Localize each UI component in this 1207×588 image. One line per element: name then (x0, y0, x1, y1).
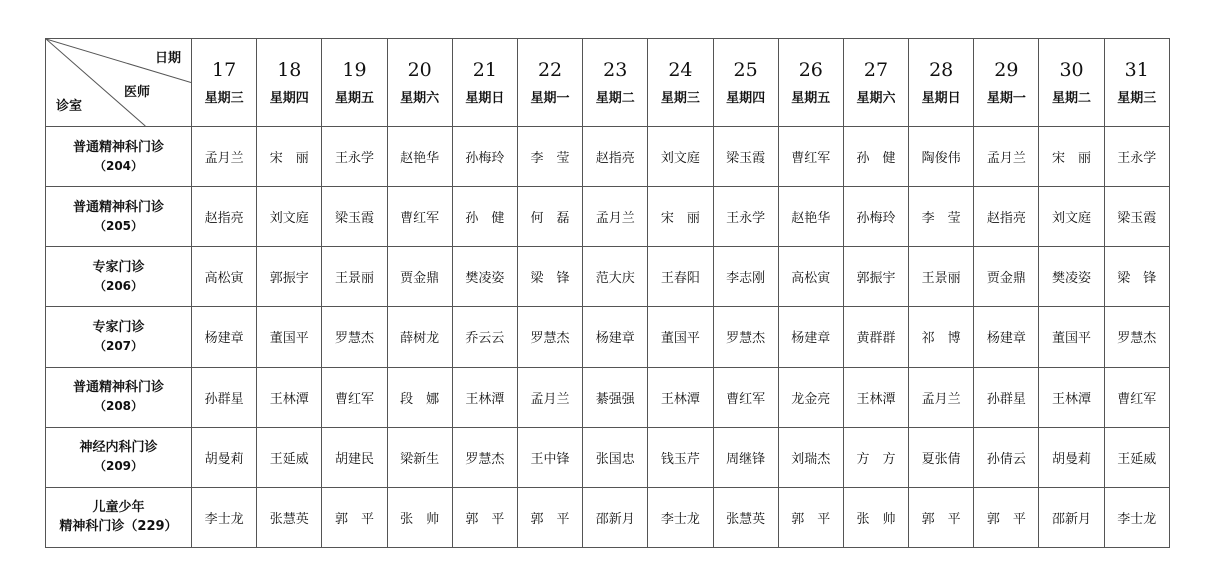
doctor-cell: 梁 锋 (517, 247, 582, 307)
weekday-label: 星期一 (986, 90, 1026, 106)
room-name: 儿童少年 (92, 500, 145, 516)
room-row (46, 127, 1170, 187)
weekday-label: 星期一 (530, 90, 570, 106)
doctor-cell: 罗慧杰 (1104, 307, 1169, 367)
doctor-cell: 刘文庭 (648, 127, 713, 187)
doctor-cell: 何 磊 (517, 187, 582, 247)
roster-body (46, 127, 1170, 548)
doctor-cell: 王林潭 (452, 367, 517, 427)
doctor-cell: 郭 平 (909, 487, 974, 547)
doctor-cell: 罗慧杰 (452, 427, 517, 487)
doctor-cell: 郭 平 (778, 487, 843, 547)
doctor-cell: 梁 锋 (1104, 247, 1169, 307)
room-number: （206） (93, 278, 144, 293)
doctor-cell: 高松寅 (778, 247, 843, 307)
doctor-cell: 孟月兰 (517, 367, 582, 427)
day-header-cell (517, 39, 582, 127)
doctor-cell: 宋 丽 (1039, 127, 1104, 187)
day-number: 28 (929, 58, 954, 81)
doctor-cell: 孟月兰 (192, 127, 257, 187)
weekday-label: 星期二 (595, 90, 635, 106)
room-header-cell (46, 127, 192, 187)
day-number: 29 (994, 58, 1019, 81)
doctor-cell: 杨建章 (974, 307, 1039, 367)
doctor-cell: 曹红军 (387, 187, 452, 247)
doctor-cell: 王延威 (1104, 427, 1169, 487)
doctor-cell: 胡曼莉 (192, 427, 257, 487)
weekday-label: 星期四 (726, 90, 766, 106)
room-number: 精神科门诊（229） (59, 519, 178, 535)
room-number: （207） (93, 338, 144, 353)
doctor-cell: 贾金鼎 (387, 247, 452, 307)
doctor-cell: 杨建章 (192, 307, 257, 367)
doctor-axis-label: 医师 (124, 85, 151, 100)
doctor-cell: 黄群群 (843, 307, 908, 367)
doctor-cell: 张慧英 (257, 487, 322, 547)
doctor-cell: 樊凌姿 (452, 247, 517, 307)
doctor-cell: 王中锋 (517, 427, 582, 487)
weekday-label: 星期五 (791, 90, 831, 106)
doctor-cell: 方 方 (843, 427, 908, 487)
day-number: 17 (212, 58, 237, 81)
doctor-cell: 李士龙 (192, 487, 257, 547)
doctor-cell: 王延威 (257, 427, 322, 487)
doctor-cell: 宋 丽 (257, 127, 322, 187)
room-row (46, 247, 1170, 307)
doctor-cell: 郭 平 (452, 487, 517, 547)
day-number: 23 (603, 58, 628, 81)
doctor-cell: 杨建章 (778, 307, 843, 367)
day-header-cell (778, 39, 843, 127)
day-header-cell (648, 39, 713, 127)
doctor-cell: 张国忠 (583, 427, 648, 487)
day-number: 19 (342, 58, 367, 81)
room-header-cell (46, 427, 192, 487)
doctor-cell: 郭振宇 (257, 247, 322, 307)
doctor-cell: 孟月兰 (974, 127, 1039, 187)
day-number: 30 (1059, 58, 1084, 81)
doctor-cell: 孙 健 (843, 127, 908, 187)
doctor-cell: 梁玉霞 (713, 127, 778, 187)
doctor-cell: 孙群星 (974, 367, 1039, 427)
doctor-cell: 贾金鼎 (974, 247, 1039, 307)
weekday-label: 星期日 (465, 90, 505, 106)
day-number: 22 (537, 58, 563, 81)
doctor-cell: 王春阳 (648, 247, 713, 307)
room-row (46, 487, 1170, 547)
doctor-cell: 赵艳华 (387, 127, 452, 187)
doctor-cell: 王景丽 (909, 247, 974, 307)
doctor-cell: 孟月兰 (909, 367, 974, 427)
doctor-cell: 孙倩云 (974, 427, 1039, 487)
doctor-cell: 陶俊伟 (909, 127, 974, 187)
doctor-cell: 张 帅 (843, 487, 908, 547)
doctor-cell: 薛树龙 (387, 307, 452, 367)
room-name: 神经内科门诊 (79, 440, 158, 456)
weekday-label: 星期四 (269, 90, 309, 106)
doctor-cell: 王林潭 (843, 367, 908, 427)
doctor-cell: 李士龙 (1104, 487, 1169, 547)
doctor-cell: 周继锋 (713, 427, 778, 487)
room-row (46, 427, 1170, 487)
doctor-cell: 曹红军 (322, 367, 387, 427)
day-header-cell (322, 39, 387, 127)
doctor-cell: 罗慧杰 (713, 307, 778, 367)
weekday-label: 星期二 (1052, 90, 1092, 106)
doctor-cell: 孙梅玲 (452, 127, 517, 187)
day-header-cell (1039, 39, 1104, 127)
doctor-cell: 李 莹 (517, 127, 582, 187)
doctor-cell: 樊凌姿 (1039, 247, 1104, 307)
day-number: 21 (472, 58, 497, 81)
doctor-cell: 王景丽 (322, 247, 387, 307)
doctor-cell: 刘文庭 (1039, 187, 1104, 247)
weekday-label: 星期三 (660, 90, 700, 106)
room-header-cell (46, 367, 192, 427)
doctor-cell: 梁玉霞 (1104, 187, 1169, 247)
room-row (46, 307, 1170, 367)
room-row (46, 187, 1170, 247)
weekday-label: 星期三 (204, 90, 244, 106)
duty-roster-table (45, 38, 1170, 548)
doctor-cell: 赵指亮 (974, 187, 1039, 247)
header-row (46, 39, 1170, 127)
room-number: （205） (93, 218, 144, 233)
doctor-cell: 宋 丽 (648, 187, 713, 247)
day-header-cell (974, 39, 1039, 127)
doctor-cell: 范大庆 (583, 247, 648, 307)
room-row (46, 367, 1170, 427)
doctor-cell: 赵指亮 (192, 187, 257, 247)
doctor-cell: 李 莹 (909, 187, 974, 247)
doctor-cell: 董国平 (1039, 307, 1104, 367)
weekday-label: 星期三 (1117, 90, 1157, 106)
doctor-cell: 王永学 (322, 127, 387, 187)
doctor-cell: 乔云云 (452, 307, 517, 367)
day-header-cell (387, 39, 452, 127)
room-number: （208） (93, 399, 144, 414)
doctor-cell: 胡建民 (322, 427, 387, 487)
room-header-cell (46, 187, 192, 247)
doctor-cell: 王林潭 (1039, 367, 1104, 427)
doctor-cell: 罗慧杰 (517, 307, 582, 367)
doctor-cell: 曹红军 (778, 127, 843, 187)
day-number: 31 (1124, 58, 1149, 81)
room-name: 普通精神科门诊 (72, 139, 164, 155)
day-number: 20 (407, 58, 432, 81)
doctor-cell: 张慧英 (713, 487, 778, 547)
doctor-cell: 刘文庭 (257, 187, 322, 247)
doctor-cell: 罗慧杰 (322, 307, 387, 367)
day-header-cell (257, 39, 322, 127)
doctor-cell: 夏张倩 (909, 427, 974, 487)
day-header-cell (843, 39, 908, 127)
doctor-cell: 刘瑞杰 (778, 427, 843, 487)
doctor-cell: 孙 健 (452, 187, 517, 247)
day-header-cell (583, 39, 648, 127)
doctor-cell: 赵艳华 (778, 187, 843, 247)
room-header-cell (46, 487, 192, 547)
room-header-cell (46, 307, 192, 367)
weekday-label: 星期六 (856, 90, 896, 106)
day-header-cell (192, 39, 257, 127)
weekday-label: 星期日 (921, 90, 961, 106)
day-header-cell (713, 39, 778, 127)
doctor-cell: 梁新生 (387, 427, 452, 487)
doctor-cell: 钱玉芹 (648, 427, 713, 487)
doctor-cell: 邵新月 (583, 487, 648, 547)
doctor-cell: 段 娜 (387, 367, 452, 427)
day-number: 25 (733, 58, 758, 81)
doctor-cell: 郭 平 (517, 487, 582, 547)
doctor-cell: 董国平 (648, 307, 713, 367)
doctor-cell: 胡曼莉 (1039, 427, 1104, 487)
doctor-cell: 王林潭 (648, 367, 713, 427)
doctor-cell: 孙群星 (192, 367, 257, 427)
doctor-cell: 王永学 (1104, 127, 1169, 187)
day-number: 18 (277, 58, 302, 81)
doctor-cell: 邵新月 (1039, 487, 1104, 547)
doctor-cell: 郭振宇 (843, 247, 908, 307)
date-axis-label: 日期 (154, 51, 181, 66)
doctor-cell: 曹红军 (1104, 367, 1169, 427)
room-number: （204） (93, 158, 144, 173)
room-header-cell (46, 247, 192, 307)
doctor-cell: 郭 平 (322, 487, 387, 547)
room-name: 专家门诊 (92, 259, 145, 275)
weekday-label: 星期五 (334, 90, 374, 106)
doctor-cell: 王永学 (713, 187, 778, 247)
doctor-cell: 王林潭 (257, 367, 322, 427)
doctor-cell: 曹红军 (713, 367, 778, 427)
doctor-cell: 梁玉霞 (322, 187, 387, 247)
day-number: 26 (798, 58, 823, 81)
room-axis-label: 诊室 (56, 99, 83, 114)
corner-header-cell (46, 39, 192, 127)
doctor-cell: 孟月兰 (583, 187, 648, 247)
doctor-cell: 李士龙 (648, 487, 713, 547)
doctor-cell: 杨建章 (583, 307, 648, 367)
doctor-cell: 龙金亮 (778, 367, 843, 427)
weekday-label: 星期六 (400, 90, 440, 106)
day-header-cell (909, 39, 974, 127)
doctor-cell: 高松寅 (192, 247, 257, 307)
day-header-cell (452, 39, 517, 127)
room-name: 普通精神科门诊 (72, 380, 164, 396)
doctor-cell: 郭 平 (974, 487, 1039, 547)
doctor-cell: 祁 博 (909, 307, 974, 367)
day-number: 24 (668, 58, 693, 81)
doctor-cell: 董国平 (257, 307, 322, 367)
day-header-cell (1104, 39, 1169, 127)
day-number: 27 (863, 58, 889, 81)
room-name: 普通精神科门诊 (72, 199, 164, 215)
doctor-cell: 綦强强 (583, 367, 648, 427)
doctor-cell: 赵指亮 (583, 127, 648, 187)
room-name: 专家门诊 (92, 319, 145, 335)
room-number: （209） (93, 459, 144, 474)
doctor-cell: 李志刚 (713, 247, 778, 307)
doctor-cell: 张 帅 (387, 487, 452, 547)
doctor-cell: 孙梅玲 (843, 187, 908, 247)
